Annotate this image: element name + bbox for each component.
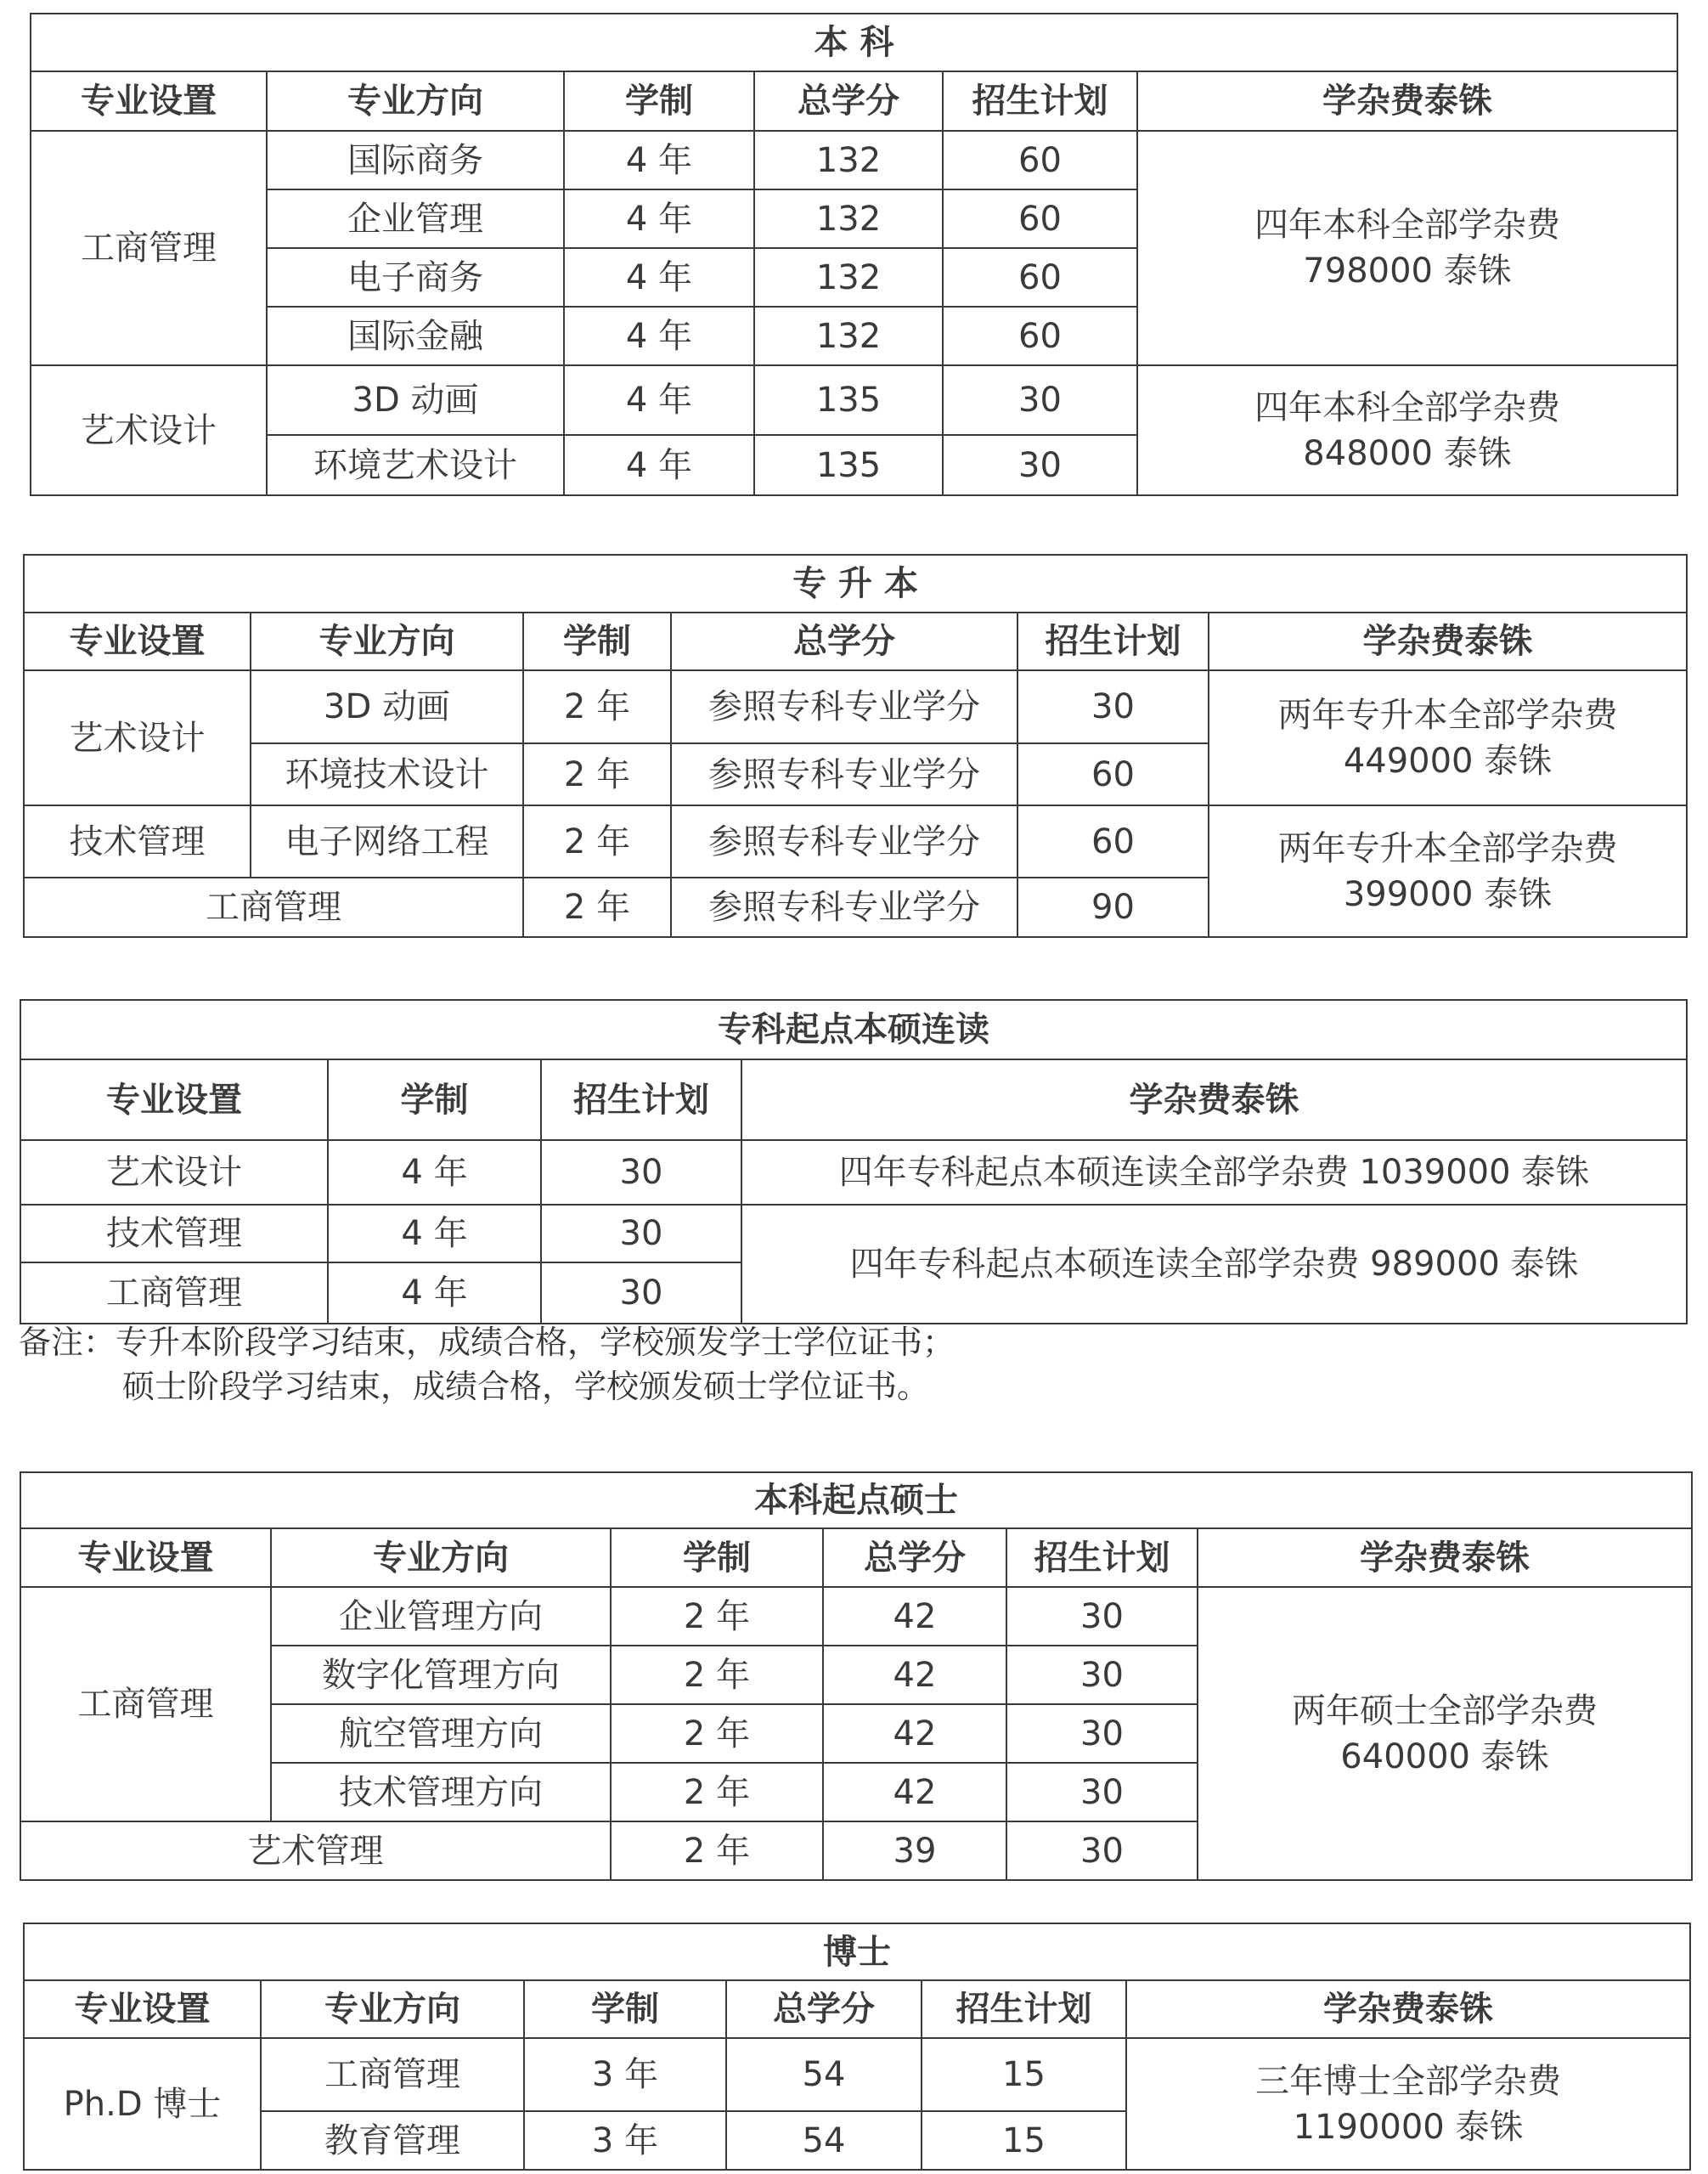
major-cell: 艺术设计 <box>24 670 251 805</box>
plan-cell: 30 <box>1017 670 1209 743</box>
fee-line: 1190000 泰铢 <box>1293 2107 1524 2147</box>
header-cell: 专业设置 <box>24 613 251 670</box>
benke-table <box>30 13 1678 496</box>
fee-line: 399000 泰铢 <box>1343 874 1553 914</box>
direction-cell: 环境艺术设计 <box>267 435 564 495</box>
fee-line: 449000 泰铢 <box>1343 741 1553 781</box>
major-cell: 技术管理 <box>24 805 251 878</box>
fee-line: 640000 泰铢 <box>1340 1736 1549 1776</box>
fee-line: 三年博士全部学杂费 <box>1255 2061 1562 2101</box>
plan-cell: 60 <box>943 248 1137 307</box>
remark-note <box>19 1320 955 1409</box>
years-cell: 2 年 <box>611 1704 823 1763</box>
fee-cell <box>1198 1587 1692 1880</box>
fee-line: 848000 泰铢 <box>1303 433 1512 473</box>
fee-cell: 四年专科起点本硕连读全部学杂费 989000 泰铢 <box>741 1205 1687 1324</box>
years-cell: 3 年 <box>524 2038 726 2111</box>
shuoshi-table <box>20 1471 1693 1881</box>
years-cell: 2 年 <box>523 805 671 878</box>
plan-cell: 15 <box>922 2111 1126 2170</box>
direction-cell: 电子商务 <box>267 248 564 307</box>
fee-line: 两年专升本全部学杂费 <box>1277 828 1618 868</box>
table-title: 博士 <box>24 1923 1690 1980</box>
years-cell: 2 年 <box>523 670 671 743</box>
plan-cell: 30 <box>541 1140 741 1205</box>
credits-cell: 参照专科专业学分 <box>671 878 1017 937</box>
header-cell: 招生计划 <box>943 71 1137 131</box>
plan-cell: 30 <box>1006 1763 1198 1821</box>
years-cell: 4 年 <box>564 189 754 248</box>
major-cell: 艺术设计 <box>31 365 267 495</box>
credits-cell: 参照专科专业学分 <box>671 805 1017 878</box>
header-cell: 总学分 <box>726 1980 922 2038</box>
remark-line: 硕士阶段学习结束，成绩合格，学校颁发硕士学位证书。 <box>122 1368 930 1405</box>
table-title: 专科起点本硕连读 <box>20 1000 1687 1059</box>
header-cell: 招生计划 <box>1006 1528 1198 1587</box>
header-cell: 学制 <box>523 613 671 670</box>
credits-cell: 132 <box>754 248 943 307</box>
header-cell: 招生计划 <box>1017 613 1209 670</box>
plan-cell: 30 <box>1006 1646 1198 1704</box>
credits-cell: 42 <box>823 1646 1006 1704</box>
major-cell: 工商管理 <box>20 1262 328 1324</box>
fee-line: 四年本科全部学杂费 <box>1254 387 1561 427</box>
major-cell: 技术管理 <box>20 1205 328 1262</box>
plan-cell: 30 <box>1006 1704 1198 1763</box>
years-cell: 2 年 <box>611 1763 823 1821</box>
table-title: 本科起点硕士 <box>20 1472 1692 1528</box>
years-cell: 3 年 <box>524 2111 726 2170</box>
boshi-table <box>23 1923 1691 2171</box>
direction-cell: 环境技术设计 <box>251 743 523 805</box>
credits-cell: 参照专科专业学分 <box>671 743 1017 805</box>
credits-cell: 132 <box>754 131 943 189</box>
header-cell: 总学分 <box>754 71 943 131</box>
header-cell: 学杂费泰铢 <box>1209 613 1687 670</box>
header-cell: 专业方向 <box>261 1980 524 2038</box>
header-cell: 专业设置 <box>20 1528 271 1587</box>
direction-cell: 电子网络工程 <box>251 805 523 878</box>
fee-cell <box>1137 131 1677 365</box>
credits-cell: 135 <box>754 365 943 435</box>
plan-cell: 60 <box>1017 743 1209 805</box>
header-cell: 总学分 <box>823 1528 1006 1587</box>
years-cell: 4 年 <box>564 248 754 307</box>
header-cell: 学制 <box>328 1059 541 1140</box>
header-cell: 学杂费泰铢 <box>1137 71 1677 131</box>
credits-cell: 54 <box>726 2038 922 2111</box>
direction-cell: 企业管理方向 <box>271 1587 611 1646</box>
fee-cell <box>1137 365 1677 495</box>
major-cell: 艺术设计 <box>20 1140 328 1205</box>
plan-cell: 30 <box>943 435 1137 495</box>
header-cell: 专业设置 <box>24 1980 261 2038</box>
plan-cell: 30 <box>541 1262 741 1324</box>
years-cell: 2 年 <box>611 1587 823 1646</box>
direction-cell: 3D 动画 <box>251 670 523 743</box>
years-cell: 4 年 <box>564 435 754 495</box>
years-cell: 2 年 <box>523 878 671 937</box>
major-cell: 工商管理 <box>31 131 267 365</box>
fee-line: 两年专升本全部学杂费 <box>1277 695 1618 735</box>
direction-cell: 技术管理方向 <box>271 1763 611 1821</box>
credits-cell: 132 <box>754 189 943 248</box>
header-cell: 学制 <box>524 1980 726 2038</box>
major-cell: 工商管理 <box>20 1587 271 1821</box>
header-cell: 招生计划 <box>922 1980 1126 2038</box>
plan-cell: 30 <box>1006 1587 1198 1646</box>
credits-cell: 54 <box>726 2111 922 2170</box>
fee-line: 四年本科全部学杂费 <box>1254 206 1561 245</box>
plan-cell: 60 <box>943 189 1137 248</box>
fee-cell <box>1209 805 1687 937</box>
direction-cell: 航空管理方向 <box>271 1704 611 1763</box>
plan-cell: 60 <box>943 131 1137 189</box>
plan-cell: 15 <box>922 2038 1126 2111</box>
years-cell: 4 年 <box>328 1140 541 1205</box>
plan-cell: 60 <box>943 307 1137 365</box>
header-cell: 专业方向 <box>251 613 523 670</box>
header-cell: 专业方向 <box>271 1528 611 1587</box>
header-cell: 专业设置 <box>20 1059 328 1140</box>
credits-cell: 42 <box>823 1763 1006 1821</box>
benshuo-table <box>20 999 1688 1324</box>
years-cell: 2 年 <box>611 1646 823 1704</box>
table-title: 本 科 <box>31 14 1677 71</box>
plan-cell: 30 <box>943 365 1137 435</box>
credits-cell: 参照专科专业学分 <box>671 670 1017 743</box>
years-cell: 4 年 <box>328 1205 541 1262</box>
header-cell: 招生计划 <box>541 1059 741 1140</box>
years-cell: 4 年 <box>564 307 754 365</box>
years-cell: 2 年 <box>523 743 671 805</box>
direction-cell: 国际金融 <box>267 307 564 365</box>
direction-cell: 数字化管理方向 <box>271 1646 611 1704</box>
fee-line: 798000 泰铢 <box>1303 251 1512 291</box>
credits-cell: 39 <box>823 1821 1006 1880</box>
header-cell: 总学分 <box>671 613 1017 670</box>
header-cell: 学制 <box>611 1528 823 1587</box>
header-cell: 学杂费泰铢 <box>1126 1980 1690 2038</box>
plan-cell: 90 <box>1017 878 1209 937</box>
fee-cell <box>1126 2038 1690 2170</box>
fee-cell: 四年专科起点本硕连读全部学杂费 1039000 泰铢 <box>741 1140 1687 1205</box>
years-cell: 4 年 <box>328 1262 541 1324</box>
direction-cell: 工商管理 <box>261 2038 524 2111</box>
plan-cell: 60 <box>1017 805 1209 878</box>
plan-cell: 30 <box>1006 1821 1198 1880</box>
years-cell: 4 年 <box>564 365 754 435</box>
credits-cell: 42 <box>823 1704 1006 1763</box>
direction-cell: 企业管理 <box>267 189 564 248</box>
zhuanshengben-table <box>23 554 1688 938</box>
header-cell: 学杂费泰铢 <box>1198 1528 1692 1587</box>
credits-cell: 132 <box>754 307 943 365</box>
table-title: 专 升 本 <box>24 555 1687 613</box>
plan-cell: 30 <box>541 1205 741 1262</box>
credits-cell: 135 <box>754 435 943 495</box>
remark-line: 备注：专升本阶段学习结束，成绩合格，学校颁发学士学位证书； <box>19 1324 955 1361</box>
header-cell: 学制 <box>564 71 754 131</box>
direction-cell: 教育管理 <box>261 2111 524 2170</box>
direction-cell: 3D 动画 <box>267 365 564 435</box>
fee-cell <box>1209 670 1687 805</box>
major-cell: 工商管理 <box>24 878 523 937</box>
major-cell: Ph.D 博士 <box>24 2038 261 2170</box>
credits-cell: 42 <box>823 1587 1006 1646</box>
direction-cell: 国际商务 <box>267 131 564 189</box>
years-cell: 4 年 <box>564 131 754 189</box>
header-cell: 学杂费泰铢 <box>741 1059 1687 1140</box>
major-cell: 艺术管理 <box>20 1821 611 1880</box>
header-cell: 专业方向 <box>267 71 564 131</box>
fee-line: 两年硕士全部学杂费 <box>1292 1691 1598 1731</box>
years-cell: 2 年 <box>611 1821 823 1880</box>
header-cell: 专业设置 <box>31 71 267 131</box>
